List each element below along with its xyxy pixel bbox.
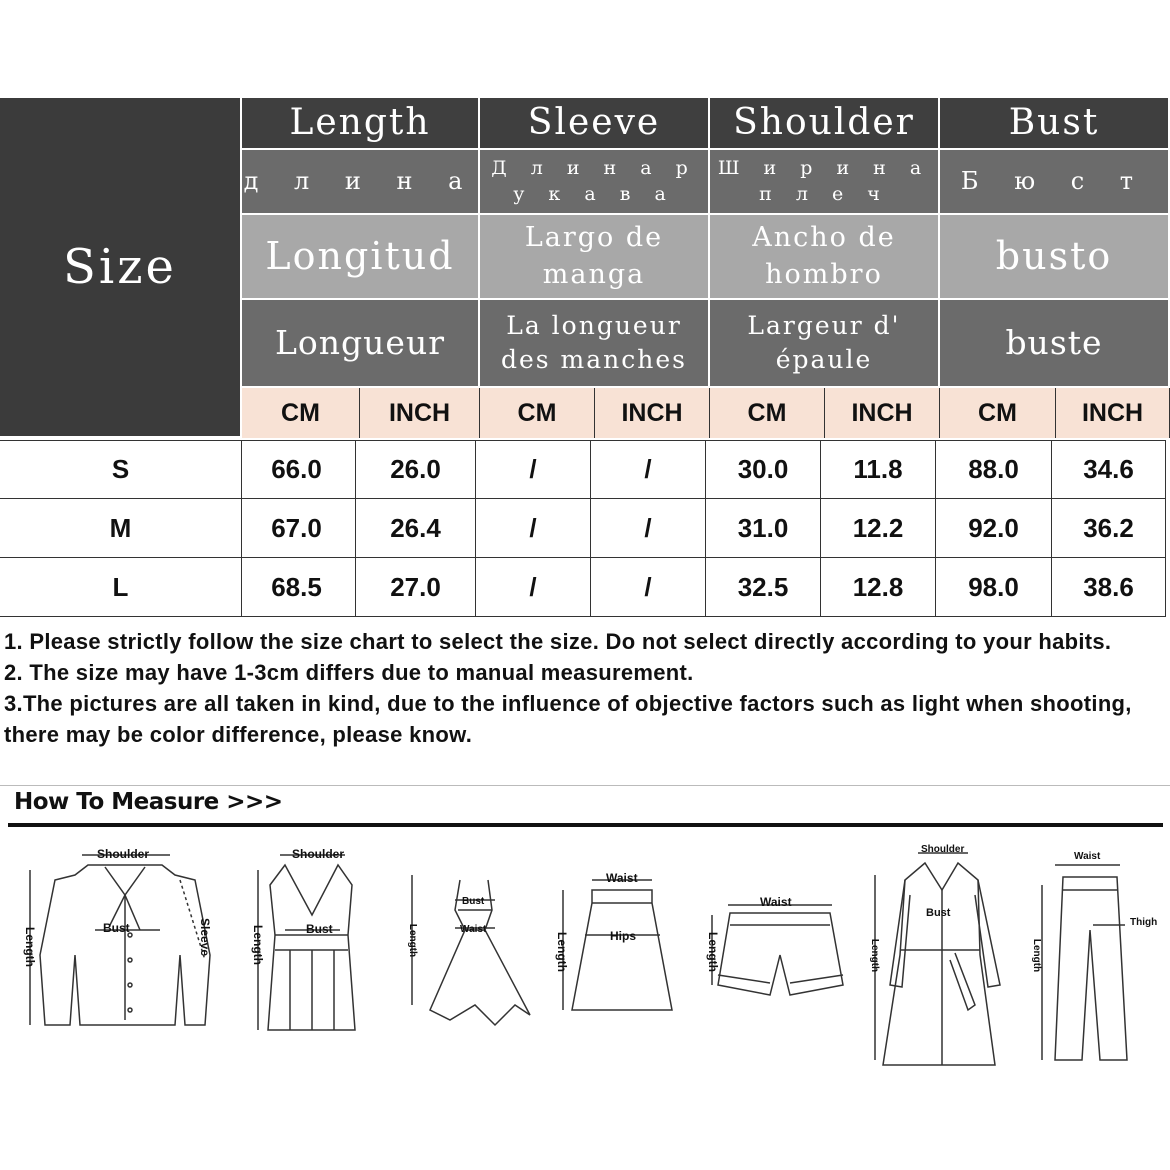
table-cell: 12.8 <box>821 558 936 617</box>
table-cell: 30.0 <box>706 440 821 499</box>
table-cell: 68.5 <box>238 558 356 617</box>
measure-illustrations <box>0 835 1170 1075</box>
unit-header: INCH <box>825 388 940 438</box>
table-cell: 38.6 <box>1052 558 1166 617</box>
vest-illustration <box>258 855 355 1030</box>
table-cell: 92.0 <box>936 499 1052 558</box>
table-cell: 11.8 <box>821 440 936 499</box>
size-label-s: S <box>0 440 242 499</box>
note-2: 2. The size may have 1-3cm differs due to manual measurement. <box>4 660 694 685</box>
header-ru-3: Б ю с т <box>940 150 1170 215</box>
label-length-5: Length <box>706 932 720 972</box>
table-cell: / <box>476 558 591 617</box>
table-cell: 27.0 <box>356 558 476 617</box>
label-sleeve-1: Sleeve <box>198 917 213 957</box>
table-cell: 66.0 <box>238 440 356 499</box>
table-cell: 88.0 <box>936 440 1052 499</box>
table-cell: 26.4 <box>356 499 476 558</box>
table-cell: / <box>591 558 706 617</box>
header-en-0: Length <box>242 98 480 150</box>
table-cell: / <box>476 440 591 499</box>
table-cell: 34.6 <box>1052 440 1166 499</box>
divider <box>0 785 1170 786</box>
table-cell: / <box>591 440 706 499</box>
header-fr-0: Longueur <box>242 300 480 388</box>
note-3: 3.The pictures are all taken in kind, due to the influence of objective factors such as light when shooting, there may be color difference, please know. <box>4 691 1132 747</box>
unit-header: CM <box>242 388 360 438</box>
header-en-1: Sleeve <box>480 98 710 150</box>
label-length-4: Length <box>555 932 569 972</box>
size-label-m: M <box>0 499 242 558</box>
table-cell: 67.0 <box>238 499 356 558</box>
unit-header: INCH <box>595 388 710 438</box>
blouse-illustration <box>30 855 213 1025</box>
label-bust-1: Bust <box>103 921 130 935</box>
header-fr-3: buste <box>940 300 1170 388</box>
table-cell: 31.0 <box>706 499 821 558</box>
label-waist-5: Waist <box>760 895 792 909</box>
label-length-1: Length <box>23 927 37 967</box>
label-shoulder-6: Shoulder <box>921 844 965 855</box>
label-thigh-7: Thigh <box>1130 917 1158 928</box>
header-ru-0: д л и н а <box>242 150 480 215</box>
note-1: 1. Please strictly follow the size chart to select the size. Do not select directly according to your habits. <box>4 629 1112 654</box>
unit-header: CM <box>940 388 1056 438</box>
how-to-measure-title: How To Measure >>> <box>14 789 283 815</box>
table-cell: / <box>476 499 591 558</box>
unit-header: INCH <box>360 388 480 438</box>
header-es-2: Ancho de hombro <box>710 215 940 300</box>
table-cell: 36.2 <box>1052 499 1166 558</box>
shorts-illustration <box>712 905 843 995</box>
title-underline <box>8 823 1163 827</box>
header-fr-2: Largeur d' épaule <box>710 300 940 388</box>
label-bust-2: Bust <box>306 922 333 936</box>
table-cell: 26.0 <box>356 440 476 499</box>
table-cell: 98.0 <box>936 558 1052 617</box>
unit-header: INCH <box>1056 388 1170 438</box>
table-cell: 12.2 <box>821 499 936 558</box>
header-en-3: Bust <box>940 98 1170 150</box>
size-label-l: L <box>0 558 242 617</box>
header-es-1: Largo de manga <box>480 215 710 300</box>
header-fr-1: La longueur des manches <box>480 300 710 388</box>
label-shoulder-1: Shoulder <box>97 847 150 861</box>
label-bust-6: Bust <box>926 907 951 919</box>
notes <box>4 626 1170 750</box>
label-length-7: Length <box>1031 938 1043 973</box>
label-waist-3: Waist <box>460 924 487 935</box>
label-bust-3: Bust <box>462 896 485 907</box>
label-length-2: Length <box>251 925 265 965</box>
header-ru-2: Ш и р и н а п л е ч <box>710 150 940 215</box>
label-hips-4: Hips <box>610 929 637 943</box>
header-es-0: Longitud <box>242 215 480 300</box>
header-en-2: Shoulder <box>710 98 940 150</box>
table-cell: 32.5 <box>706 558 821 617</box>
trousers-illustration <box>1042 865 1127 1060</box>
coat-illustration <box>875 853 1000 1065</box>
label-shoulder-2: Shoulder <box>292 847 345 861</box>
unit-header: CM <box>710 388 825 438</box>
label-waist-4: Waist <box>606 871 638 885</box>
label-length-3: Length <box>407 923 419 958</box>
header-es-3: busto <box>940 215 1170 300</box>
skirt-illustration <box>563 880 672 1010</box>
label-length-6: Length <box>869 938 881 973</box>
header-ru-1: Д л и н а р у к а в а <box>480 150 710 215</box>
size-header: Size <box>0 98 242 438</box>
unit-header: CM <box>480 388 595 438</box>
label-waist-7: Waist <box>1074 851 1101 862</box>
table-cell: / <box>591 499 706 558</box>
